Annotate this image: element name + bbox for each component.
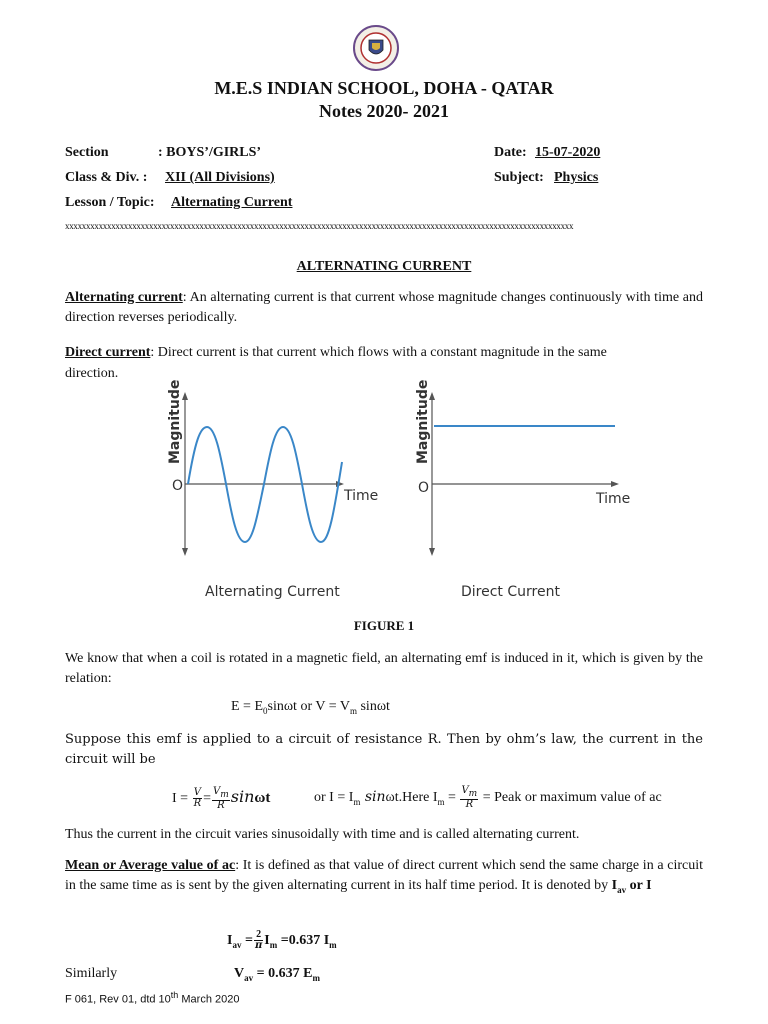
equation-vav xyxy=(234,966,320,983)
section-value: : BOYS’/GIRLS’ xyxy=(158,145,262,160)
eq3-lhs: I xyxy=(227,933,233,948)
mean-term: Mean or Average value of ac xyxy=(65,858,236,873)
ac-zero-label: O xyxy=(172,478,184,494)
eq4-value: = 0.637 E xyxy=(253,966,313,981)
subject-label: Subject: xyxy=(494,170,544,185)
eq2-here-eq: = xyxy=(444,790,456,805)
eq2-here-sub: m xyxy=(437,796,445,807)
paragraph-ohm: Suppose this emf is applied to a circuit of resistance R. Then by ohm’s law, the current in the circuit will be xyxy=(65,732,703,767)
figure-caption: FIGURE 1 xyxy=(353,618,415,633)
equation-emf xyxy=(231,699,390,716)
mean-symbol: I xyxy=(611,878,618,893)
ac-y-arrow-down xyxy=(182,548,188,556)
section-label: Section xyxy=(65,145,109,160)
eq3-equals: = xyxy=(241,933,253,948)
eq1-sub-a: 0 xyxy=(263,705,268,716)
dc-x-arrow xyxy=(611,481,619,487)
dc-y-arrow-down xyxy=(429,548,435,556)
equation-iav xyxy=(227,926,337,956)
ac-caption: Alternating Current xyxy=(205,584,340,600)
mean-symbol-or: or I xyxy=(626,878,652,893)
eq3-lhs-sub: av xyxy=(232,939,242,950)
eq3-frac: $\frac{2}{\pi}$ xyxy=(254,929,263,952)
separator-line: xxxxxxxxxxxxxxxxxxxxxxxxxxxxxxxxxxxxxxxxxxxxxxxxxxxxxxxxxxxxxxxxxxxxxxxxxxxxxxxxxxxxxxxxxxxxxxxxxxxxxxxxxxxxxxxxxxxxxxxxx xyxy=(65,221,574,231)
eq2-frac-v-r: $\frac{V}{R}$ xyxy=(193,787,202,810)
paragraph-sinusoidal: Thus the current in the circuit varies sinusoidally with time and is called alternating current. xyxy=(65,827,580,842)
equation-current-alt xyxy=(314,780,662,814)
dc-definition xyxy=(65,340,703,365)
paragraph-emf: We know that when a coil is rotated in a magnetic field, an alternating emf is induced in it, which is given by the relation: xyxy=(65,651,703,686)
footer-text: F 061, Rev 01, dtd 10 xyxy=(65,993,171,1006)
eq2-peak-text: = Peak or maximum value of ac xyxy=(482,790,662,805)
eq1-sub-b: m xyxy=(349,705,357,716)
figure-1 xyxy=(160,372,630,602)
school-logo xyxy=(352,24,400,72)
class-value: XII (All Divisions) xyxy=(165,170,275,185)
mean-definition xyxy=(65,856,703,900)
dc-axis-label: Magnitude xyxy=(415,379,431,464)
footer-revision xyxy=(65,990,239,1006)
similarly-label: Similarly xyxy=(65,966,118,981)
eq4-value-sub: m xyxy=(312,972,320,983)
date-label: Date: xyxy=(494,145,527,160)
eq4-lhs: V xyxy=(234,966,245,981)
school-name: M.E.S INDIAN SCHOOL, DOHA - QATAR xyxy=(214,78,554,98)
eq2-equals: = xyxy=(203,791,211,806)
eq1-part-a: E = E xyxy=(231,699,263,714)
dc-text-1: : Direct current is that current which flows with a constant magnitude in the same xyxy=(150,345,607,360)
eq2-frac-vm-r: $\frac{V_m}{R}$ xyxy=(213,785,229,811)
eq2-or-sin: sin xyxy=(360,789,386,805)
class-label: Class & Div. : xyxy=(65,170,148,185)
eq3-value: =0.637 I xyxy=(277,933,330,948)
dc-caption: Direct Current xyxy=(461,584,560,600)
eq4-lhs-sub: av xyxy=(244,972,254,983)
footer-rest: March 2020 xyxy=(178,993,240,1006)
section-heading: ALTERNATING CURRENT xyxy=(296,259,472,274)
eq2-or: or I = I xyxy=(314,790,354,805)
dc-time-label: Time xyxy=(596,491,630,507)
eq3-value-sub: m xyxy=(329,939,337,950)
mean-symbol-sub: av xyxy=(617,884,627,895)
ac-term: Alternating current xyxy=(65,290,183,305)
dc-zero-label: O xyxy=(418,480,430,496)
ac-axis-label: Magnitude xyxy=(167,379,183,464)
subject-value: Physics xyxy=(554,170,599,185)
ac-definition xyxy=(65,288,703,328)
notes-year: Notes 2020- 2021 xyxy=(319,101,449,121)
footer-sup: th xyxy=(170,990,179,1000)
eq2-or-sub: m xyxy=(353,796,361,807)
eq2-lhs: I = xyxy=(172,791,189,806)
equation-current xyxy=(172,780,270,814)
eq2-sin: sin xyxy=(230,787,255,806)
eq3-rhs-sub: m xyxy=(269,939,278,950)
dc-term: Direct current xyxy=(65,345,151,360)
lesson-value: Alternating Current xyxy=(171,195,293,210)
dc-text-2: direction. xyxy=(65,366,119,381)
eq2-wt: ωt xyxy=(254,790,271,806)
ac-text: : An alternating current is that current whose magnitude changes continuously with time and direction reverses periodically. xyxy=(65,290,703,325)
mean-text: : It is defined as that value of direct current which send the same charge in a circuit in the same time as is sent by the given alternating current in its half time period. It is denoted by xyxy=(65,858,703,893)
eq1-part-b: sinωt or V = V xyxy=(267,699,350,714)
date-value: 15-07-2020 xyxy=(535,145,601,160)
lesson-label: Lesson / Topic: xyxy=(65,195,155,210)
eq3-rhs: I xyxy=(264,933,270,948)
ac-time-label: Time xyxy=(344,488,379,504)
eq2-frac-peak: $\frac{V_m}{R}$ xyxy=(461,784,478,810)
eq2-or-rest: ωt.Here I xyxy=(385,790,438,805)
eq1-part-c: sinωt xyxy=(356,699,390,714)
